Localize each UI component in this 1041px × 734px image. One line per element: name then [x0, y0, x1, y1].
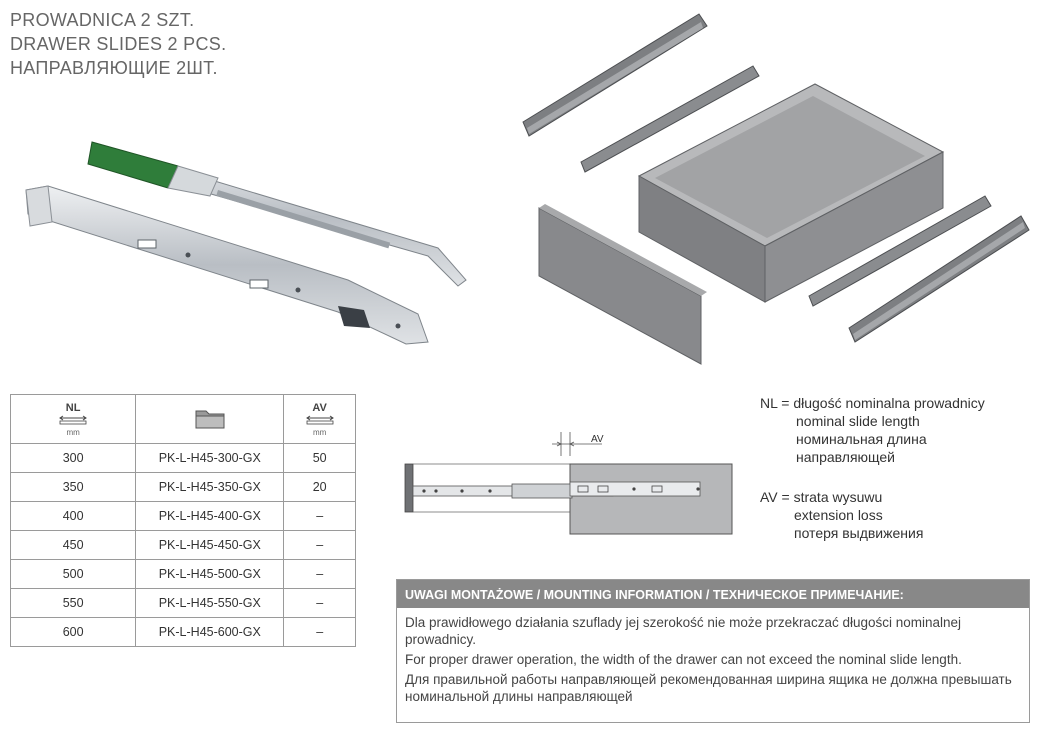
drawer-exploded-view: [515, 10, 1035, 370]
cell-code: PK-L-H45-300-GX: [136, 444, 284, 473]
table-row: [11, 618, 356, 647]
av-definition-ru: потеря выдвижения: [794, 525, 924, 541]
header-nl: [11, 395, 136, 444]
cell-av: –: [284, 502, 356, 531]
av-dimension-label: AV: [591, 434, 604, 445]
mounting-note-pl: Dla prawidłowego działania szuflady jej szerokość nie może przekraczać długości nominalnej prowadnicy.: [405, 615, 962, 647]
slide-side-diagram: [402, 430, 738, 540]
cell-av: 50: [284, 444, 356, 473]
av-definition-en: extension loss: [794, 507, 883, 523]
cell-nl: 600: [11, 618, 136, 647]
cell-code: PK-L-H45-400-GX: [136, 502, 284, 531]
cell-code: PK-L-H45-450-GX: [136, 531, 284, 560]
nl-definition: NL = długość nominalna prowadnicy: [760, 395, 985, 411]
title-line-pl: PROWADNICA 2 SZT.: [10, 10, 195, 30]
av-code: AV: [312, 401, 327, 414]
header-av: [284, 395, 356, 444]
title-line-ru: НАПРАВЛЯЮЩИЕ 2ШТ.: [10, 58, 218, 78]
cell-nl: 400: [11, 502, 136, 531]
cell-nl: 500: [11, 560, 136, 589]
cell-av: –: [284, 560, 356, 589]
slides-photo: [18, 130, 488, 360]
folder-icon: [193, 406, 227, 430]
mounting-note-en: For proper drawer operation, the width of the drawer can not exceed the nominal slide length.: [405, 652, 962, 667]
table-row: [11, 444, 356, 473]
cell-av: –: [284, 531, 356, 560]
nl-definition-ru: номинальная длина: [796, 431, 927, 447]
nl-definition-ru-2: направляющей: [796, 449, 896, 465]
product-title: [10, 8, 226, 80]
header-code: [136, 395, 284, 444]
nl-legend: [760, 394, 985, 466]
mounting-note-ru: Для правильной работы направляющей рекомендованная ширина ящика не должна превышать номинальной длины направляющей: [405, 672, 1012, 704]
cell-av: –: [284, 618, 356, 647]
table-row: [11, 589, 356, 618]
nl-code: NL: [65, 401, 81, 414]
cell-nl: 300: [11, 444, 136, 473]
title-line-en: DRAWER SLIDES 2 PCS.: [10, 34, 227, 54]
nl-unit: mm: [66, 427, 80, 437]
cell-code: PK-L-H45-550-GX: [136, 589, 284, 618]
av-definition: AV = strata wysuwu: [760, 489, 883, 505]
specification-table: [10, 394, 356, 647]
cell-code: PK-L-H45-500-GX: [136, 560, 284, 589]
length-ruler-icon: [59, 415, 87, 425]
cell-nl: 450: [11, 531, 136, 560]
mounting-info-header: UWAGI MONTAŻOWE / MOUNTING INFORMATION / ТЕХНИЧЕСКОЕ ПРИМЕЧАНИЕ:: [397, 580, 1029, 608]
av-legend: [760, 488, 923, 542]
cell-nl: 550: [11, 589, 136, 618]
mounting-info-body: [397, 608, 1029, 705]
cell-code: PK-L-H45-600-GX: [136, 618, 284, 647]
cell-av: 20: [284, 473, 356, 502]
table-header-row: [11, 395, 356, 444]
table-row: [11, 560, 356, 589]
cell-code: PK-L-H45-350-GX: [136, 473, 284, 502]
mounting-info-box: [396, 579, 1030, 723]
table-row: [11, 473, 356, 502]
extension-loss-icon: [306, 415, 334, 425]
table-row: [11, 531, 356, 560]
nl-definition-en: nominal slide length: [796, 413, 920, 429]
cell-av: –: [284, 589, 356, 618]
cell-nl: 350: [11, 473, 136, 502]
av-unit: mm: [313, 427, 327, 437]
table-row: [11, 502, 356, 531]
